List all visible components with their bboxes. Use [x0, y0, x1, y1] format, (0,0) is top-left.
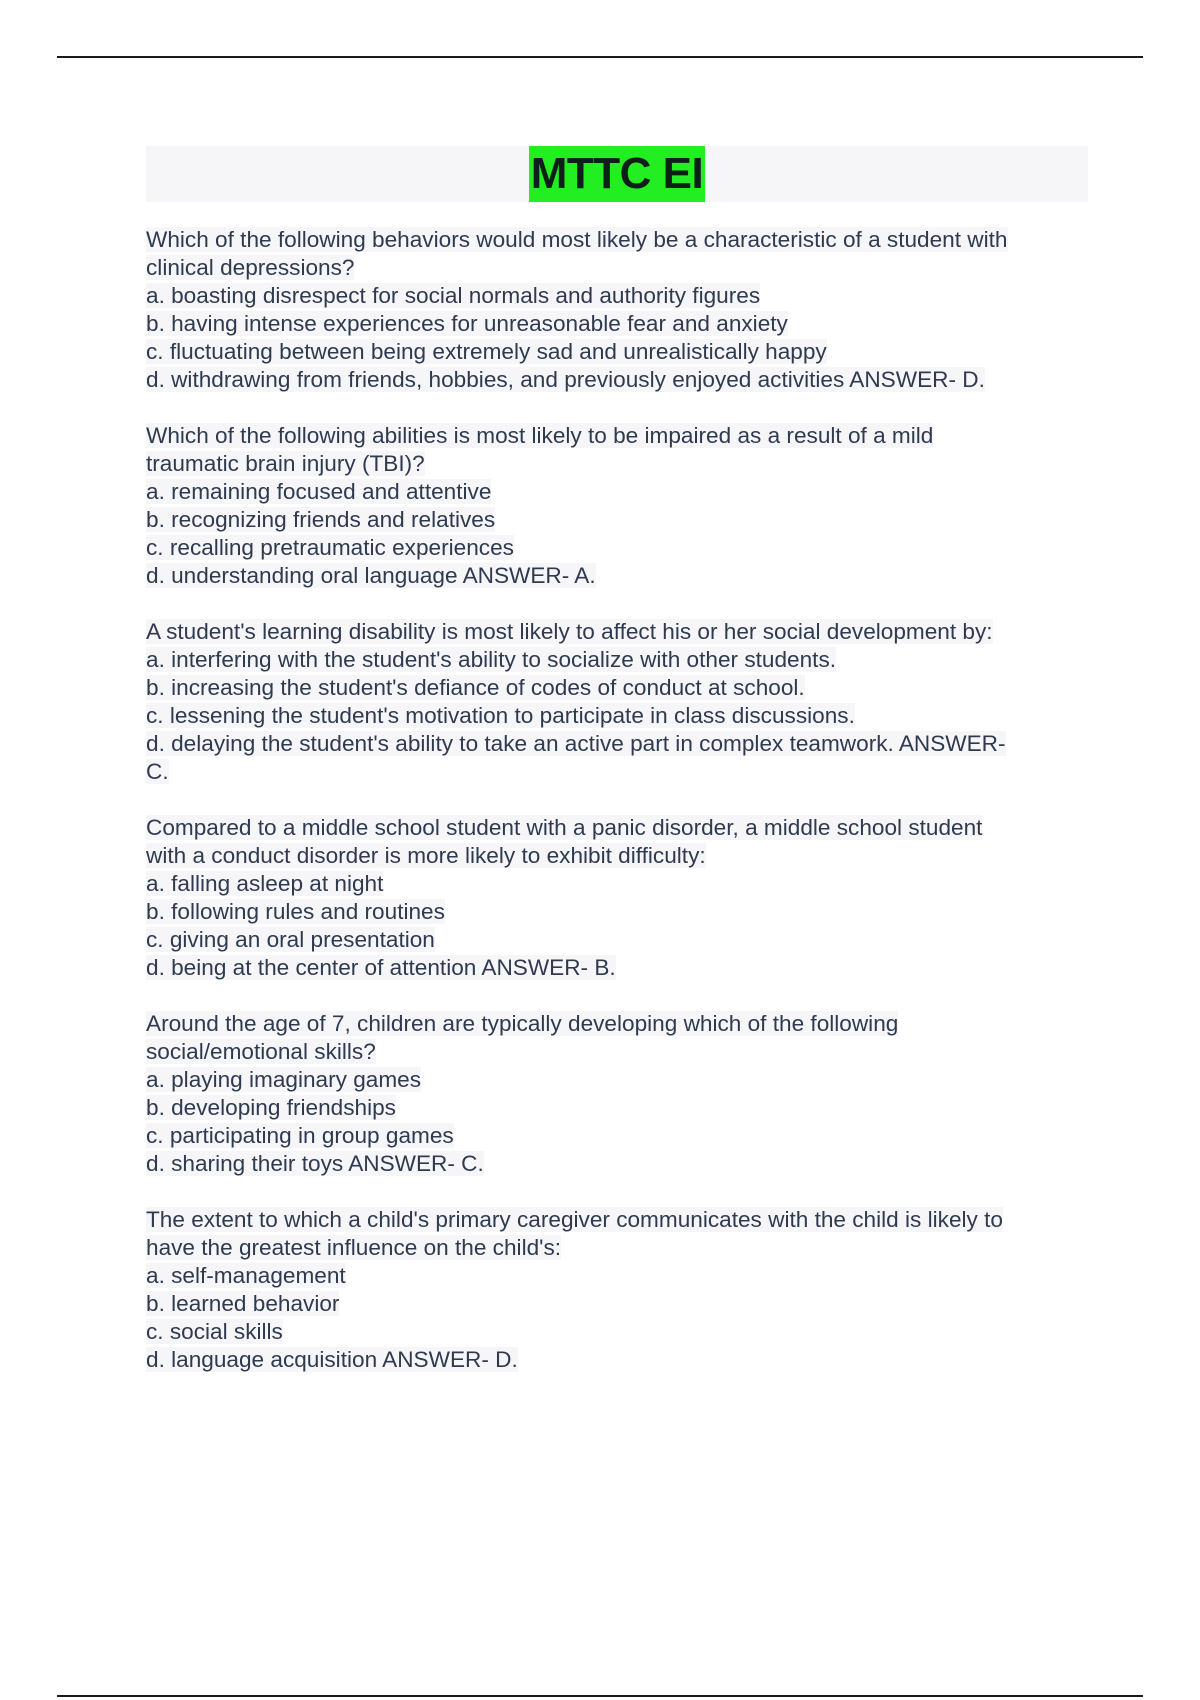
question-block: [146, 1010, 1096, 1178]
option-c: c. giving an oral presentation: [146, 927, 435, 952]
footer-rule: [57, 1695, 1143, 1697]
option-line: [146, 282, 1096, 310]
question-text: clinical depressions?: [146, 255, 355, 280]
question-line: [146, 1206, 1096, 1234]
option-d: d. delaying the student's ability to take an active part in complex teamwork. ANSWER-: [146, 731, 1006, 756]
option-b: b. having intense experiences for unreasonable fear and anxiety: [146, 311, 788, 336]
page-title: MTTC EI: [529, 146, 705, 202]
option-line: [146, 954, 1096, 982]
question-line: [146, 842, 1096, 870]
option-a: a. falling asleep at night: [146, 871, 384, 896]
option-line: [146, 1122, 1096, 1150]
question-text: The extent to which a child's primary caregiver communicates with the child is likely to: [146, 1207, 1003, 1232]
question-line: [146, 1010, 1096, 1038]
option-line: [146, 646, 1096, 674]
question-text: Around the age of 7, children are typically developing which of the following: [146, 1011, 899, 1036]
option-d-answer: d. being at the center of attention ANSWER- B.: [146, 955, 616, 980]
question-text: Which of the following behaviors would most likely be a characteristic of a student with: [146, 227, 1008, 252]
option-b: b. increasing the student's defiance of codes of conduct at school.: [146, 675, 805, 700]
option-line: [146, 730, 1096, 758]
question-block: [146, 618, 1096, 786]
option-line: [146, 1094, 1096, 1122]
question-block: [146, 226, 1096, 394]
option-line: [146, 898, 1096, 926]
option-line: [146, 506, 1096, 534]
option-line: [146, 926, 1096, 954]
option-a: a. boasting disrespect for social normals and authority figures: [146, 283, 761, 308]
question-text: have the greatest influence on the child's:: [146, 1235, 562, 1260]
option-d-answer: d. sharing their toys ANSWER- C.: [146, 1151, 484, 1176]
question-line: [146, 422, 1096, 450]
option-line: [146, 310, 1096, 338]
question-line: [146, 618, 1096, 646]
answer-line: [146, 758, 1096, 786]
question-line: [146, 1038, 1096, 1066]
option-line: [146, 1150, 1096, 1178]
option-c: c. lessening the student's motivation to participate in class discussions.: [146, 703, 855, 728]
option-line: [146, 1066, 1096, 1094]
option-c: c. recalling pretraumatic experiences: [146, 535, 514, 560]
option-a: a. self-management: [146, 1263, 346, 1288]
option-b: b. developing friendships: [146, 1095, 396, 1120]
question-block: [146, 814, 1096, 982]
option-d-answer: d. understanding oral language ANSWER- A.: [146, 563, 596, 588]
option-d-answer: d. withdrawing from friends, hobbies, and previously enjoyed activities ANSWER- D.: [146, 367, 985, 392]
option-line: [146, 478, 1096, 506]
option-a: a. playing imaginary games: [146, 1067, 422, 1092]
question-text: Compared to a middle school student with a panic disorder, a middle school student: [146, 815, 983, 840]
option-c: c. participating in group games: [146, 1123, 454, 1148]
question-text: traumatic brain injury (TBI)?: [146, 451, 425, 476]
option-c: c. fluctuating between being extremely sad and unrealistically happy: [146, 339, 827, 364]
question-text: social/emotional skills?: [146, 1039, 376, 1064]
question-text: with a conduct disorder is more likely to exhibit difficulty:: [146, 843, 706, 868]
question-text: Which of the following abilities is most likely to be impaired as a result of a mild: [146, 423, 934, 448]
header-rule: [57, 56, 1143, 58]
option-b: b. learned behavior: [146, 1291, 340, 1316]
option-line: [146, 534, 1096, 562]
question-list: [146, 226, 1096, 1402]
option-a: a. interfering with the student's ability to socialize with other students.: [146, 647, 837, 672]
option-line: [146, 366, 1096, 394]
question-line: [146, 226, 1096, 254]
option-b: b. following rules and routines: [146, 899, 445, 924]
question-block: [146, 1206, 1096, 1374]
option-line: [146, 674, 1096, 702]
title-band: [146, 146, 1088, 202]
option-line: [146, 1346, 1096, 1374]
question-line: [146, 254, 1096, 282]
question-line: [146, 814, 1096, 842]
option-b: b. recognizing friends and relatives: [146, 507, 496, 532]
option-c: c. social skills: [146, 1319, 283, 1344]
question-line: [146, 1234, 1096, 1262]
question-text: A student's learning disability is most likely to affect his or her social development by:: [146, 619, 993, 644]
answer-text: C.: [146, 759, 169, 784]
option-line: [146, 702, 1096, 730]
option-line: [146, 870, 1096, 898]
option-line: [146, 562, 1096, 590]
question-line: [146, 450, 1096, 478]
option-d-answer: d. language acquisition ANSWER- D.: [146, 1347, 518, 1372]
option-line: [146, 338, 1096, 366]
option-line: [146, 1290, 1096, 1318]
option-a: a. remaining focused and attentive: [146, 479, 492, 504]
question-block: [146, 422, 1096, 590]
option-line: [146, 1318, 1096, 1346]
option-line: [146, 1262, 1096, 1290]
